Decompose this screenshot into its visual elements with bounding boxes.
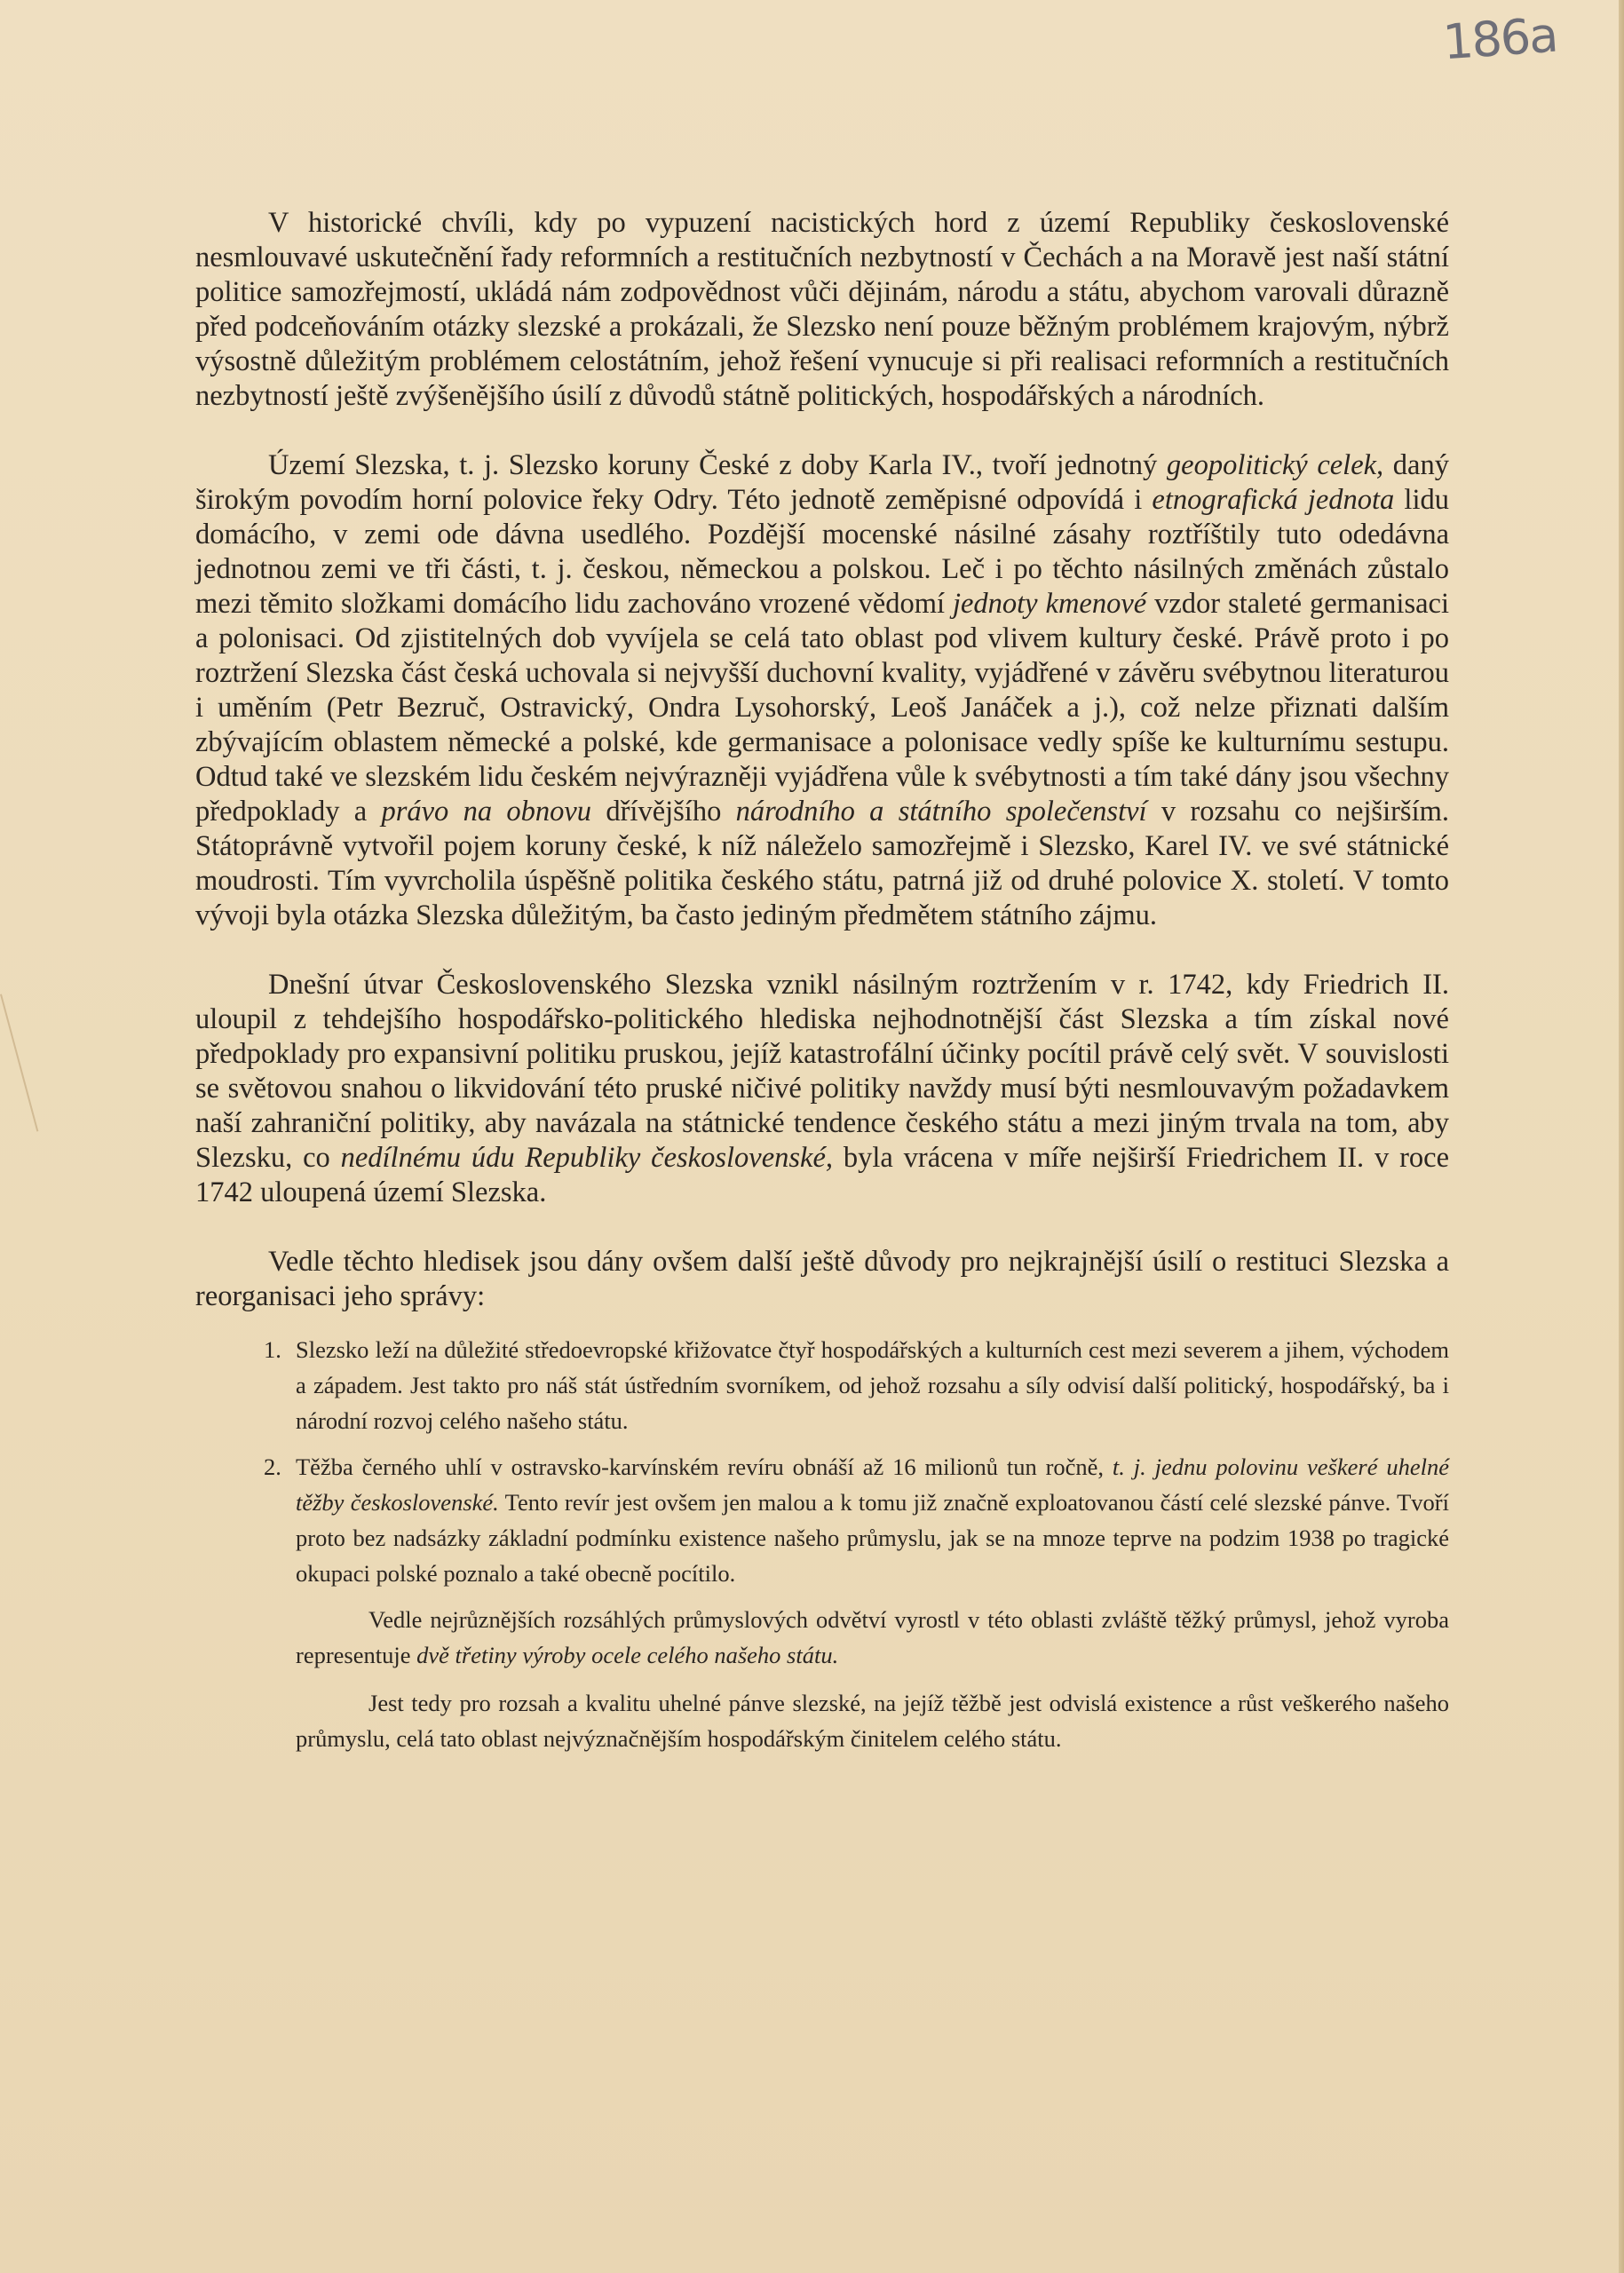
text-run: daný širokým povodím horní polovice řeky Odry. Této jednotě zeměpisné odpovídá i: [195, 449, 1449, 516]
italic-run: národního a státního společenství: [735, 796, 1147, 828]
document-body: [195, 206, 1449, 1769]
italic-run: t. j. jednu polovinu veškeré uhelné těžby československé.: [296, 1453, 1449, 1516]
list-number: 2.: [264, 1453, 281, 1480]
sub-paragraph: [269, 1602, 1449, 1673]
paragraph-4: [195, 1245, 1449, 1314]
paragraph-3: [195, 968, 1449, 1210]
list-number: 1.: [264, 1336, 281, 1363]
italic-run: právo na obnovu: [381, 796, 592, 828]
text-run: Území Slezska, t. j. Slezsko koruny České z doby Karla IV., tvoří jednotný: [268, 449, 1167, 481]
text-run: v rozsahu co nejširším. Státoprávně vytvořil pojem koruny české, k níž náleželo samozřejmě i Slezsko, Karel IV. ve své státnické moudrosti. Tím vyvrcholila úspěšně politika českého státu, patrná již od druhé polovice X. století. V tomto vývoji byla otázka Slezska důležitým, ba často jediným předmětem státního zájmu.: [195, 796, 1450, 931]
text-run: byla vrácena v míře nejširší Friedrichem II. v roce 1742 uloupená území Slezska.: [195, 1142, 1450, 1208]
paragraph-1: [195, 206, 1449, 414]
text-run: Těžba černého uhlí v ostravsko-karvínském revíru obnáší až 16 milionů tun ročně,: [296, 1453, 1113, 1480]
text-run: lidu domácího, v zemi ode dávna usedlého. Pozdější mocenské násilné zásahy roztříštily tuto odedávna jednotnou zemi ve tři části, t. j. českou, německou a polskou. Leč i po těchto násilných změnách zůstalo mezi těmito složkami domácího lidu zachováno vrozené vědomí: [195, 484, 1449, 620]
italic-run: jednoty kmenové: [952, 588, 1147, 620]
italic-run: dvě třetiny výroby ocele celého našeho státu.: [416, 1642, 839, 1668]
text-run: Tento revír jest ovšem jen malou a k tomu již značně exploatovanou částí celé slezské pánve. Tvoří proto bez nadsázky základní podmínku existence našeho průmyslu, jak se na mnoze teprve na podzim 1938 po tragické okupaci polské poznalo a také obecně pocítilo.: [296, 1489, 1449, 1587]
handwritten-page-number: 186a: [1440, 6, 1559, 71]
text-run: Vedle těchto hledisek jsou dány ovšem další ještě důvody pro nejkrajnější úsilí o restituci Slezska a reorganisaci jeho správy:: [195, 1246, 1449, 1312]
text-run: dřívějšího: [591, 796, 736, 828]
italic-run: nedílnému údu Republiky československé,: [340, 1142, 834, 1174]
sub-paragraph: [269, 1685, 1449, 1756]
list-item: [264, 1332, 1449, 1438]
text-run: Vedle nejrůznějších rozsáhlých průmyslových odvětví vyrostl v této oblasti zvláště těžký průmysl, jehož vyroba representuje: [296, 1606, 1449, 1668]
text-run: V historické chvíli, kdy po vypuzení nacistických hord z území Republiky československé nesmlouvavé uskutečnění řady reformních a restitučních nezbytností v Čechách a na Moravě jest naší státní politice samozřejmostí, ukládá nám zodpovědnost vůči dějinám, národu a státu, abychom varovali důrazně před podceňováním otázky slezské a prokázali, že Slezsko není pouze běžným problémem krajovým, nýbrž výsostně důležitým problémem celostátním, jehož řešení vynucuje si při realisaci reformních a restitučních nezbytností ještě zvýšenějšího úsilí z důvodů státně politických, hospodářských a národních.: [195, 207, 1449, 412]
text-run: Jest tedy pro rozsah a kvalitu uhelné pánve slezské, na jejíž těžbě jest odvislá existence a růst veškerého našeho průmyslu, celá tato oblast nejvýznačnějším hospodářským činitelem celého státu.: [296, 1690, 1449, 1752]
numbered-list: [195, 1332, 1449, 1591]
italic-run: etnografická jednota: [1152, 484, 1395, 516]
italic-run: geopolitický celek,: [1166, 449, 1384, 481]
paragraph-2: [195, 448, 1449, 933]
text-run: Slezsko leží na důležité středoevropské křižovatce čtyř hospodářských a kulturních cest mezi severem a jihem, východem a západem. Jest takto pro náš stát ústředním svorníkem, od jehož rozsahu a síly odvisí další politický, hospodářský, ba i národní rozvoj celého našeho státu.: [296, 1336, 1449, 1434]
text-run: Dnešní útvar Československého Slezska vznikl násilným roztržením v r. 1742, kdy Friedrich II. uloupil z tehdejšího hospodářsko-politického hlediska nejhodnotnější část Slezska a tím získal nové předpoklady pro expansivní politiku pruskou, jejíž katastrofální účinky pocítil právě celý svět. V souvislosti se světovou snahou o likvidování této pruské ničivé politiky navždy musí býti nesmlouvavým požadavkem naší zahraniční politiky, aby navázala na státnické tendence českého státu a mezi jiným trvala na tom, aby Slezsku, co: [195, 969, 1449, 1174]
text-run: vzdor staleté germanisaci a polonisaci. Od zjistitelných dob vyvíjela se celá tato oblast pod vlivem kultury české. Právě proto i po roztržení Slezska část česká uchovala si nejvyšší duchovní kvality, vyjádřené v závěru svébytnou literaturou i uměním (Petr Bezruč, Ostravický, Ondra Lysohorský, Leoš Janáček a j.), což nelze přiznati dalším zbývajícím oblastem německé a polské, kde germanisace a polonisace vedly spíše ke kulturnímu sestupu. Odtud také ve slezském lidu českém nejvýrazněji vyjádřena vůle k svébytnosti a tím také dány jsou všechny předpoklady a: [195, 588, 1449, 828]
paper-fold-mark: [0, 994, 38, 1131]
list-item: [264, 1449, 1449, 1591]
sub-paragraphs: [195, 1602, 1449, 1756]
paper-edge: [1619, 0, 1624, 2273]
